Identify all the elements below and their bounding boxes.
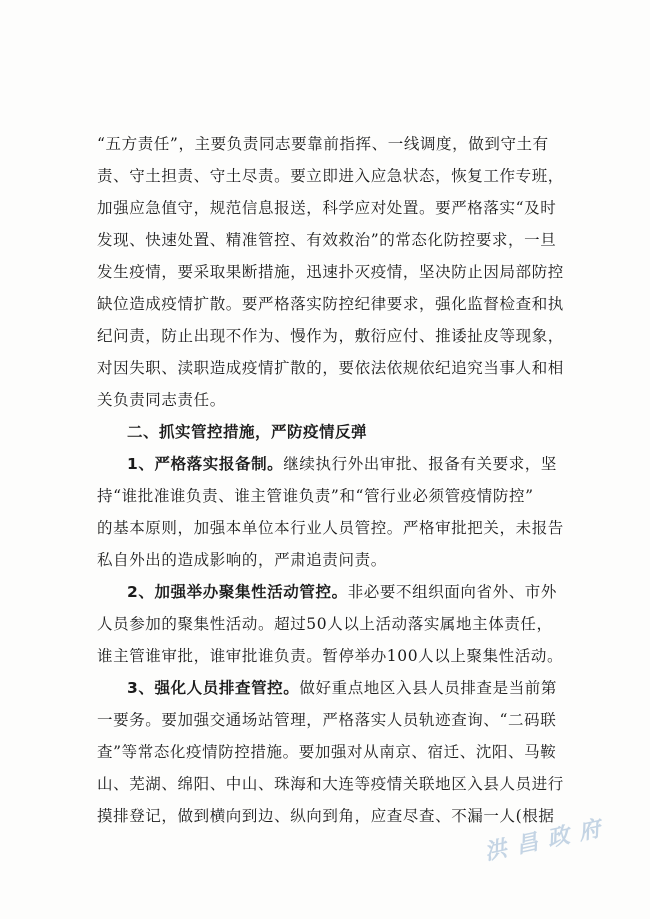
item-1-text: 继续执行外出审批、报备有关要求，坚 <box>283 455 557 473</box>
body-line: 私自外出的造成影响的，严肃追责问责。 <box>97 551 387 569</box>
body-line: 纪问责，防止出现不作为、慢作为，敷衍应付、推诿扯皮等现象， <box>97 327 564 345</box>
item-1-lead: 1、严格落实报备制。 <box>127 455 284 473</box>
body-line: 的基本原则，加强本单位本行业人员管控。严格审批把关，未报告 <box>97 519 564 537</box>
body-line: 发现、快速处置、精准管控、有效救治”的常态化防控要求，一旦 <box>97 231 557 249</box>
item-3-first-line <box>97 672 565 704</box>
item-2-first-line <box>97 576 565 608</box>
body-line: 一要务。要加强交通场站管理，严格落实人员轨迹查询、“二码联 <box>97 711 557 729</box>
body-line: 对因失职、渎职造成疫情扩散的，要依法依规依纪追究当事人和相 <box>97 359 564 377</box>
body-line: 关负责同志责任。 <box>97 391 226 409</box>
item-3-text: 做好重点地区入县人员排查是当前第 <box>299 679 557 697</box>
body-line: 责、守土担责、守土尽责。要立即进入应急状态，恢复工作专班， <box>97 167 564 185</box>
item-2-lead: 2、加强举办聚集性活动管控。 <box>127 583 348 601</box>
item-1-first-line <box>97 448 565 480</box>
body-line: 加强应急值守，规范信息报送，科学应对处置。要严格落实“及时 <box>97 199 557 217</box>
item-3-lead: 3、强化人员排查管控。 <box>127 679 300 697</box>
section-heading: 二、抓实管控措施，严防疫情反弹 <box>127 423 368 441</box>
body-line: “五方责任”，主要负责同志要靠前指挥、一线调度，做到守土有 <box>97 135 549 153</box>
body-line: 查”等常态化疫情防控措施。要加强对从南京、宿迁、沈阳、马鞍 <box>97 743 557 761</box>
body-line: 发生疫情，要采取果断措施，迅速扑灭疫情，坚决防止因局部防控 <box>97 263 564 281</box>
seal-text: 洪昌政府 <box>482 814 613 866</box>
body-line: 摸排登记，做到横向到边、纵向到角，应查尽查、不漏一人(根据 <box>97 807 555 825</box>
body-line: 缺位造成疫情扩散。要严格落实防控纪律要求，强化监督检查和执 <box>97 295 564 313</box>
body-line: 人员参加的聚集性活动。超过50人以上活动落实属地主体责任， <box>97 615 553 633</box>
document-body <box>97 128 565 832</box>
item-2-text: 非必要不组织面向省外、市外 <box>347 583 557 601</box>
body-line: 持“谁批准谁负责、谁主管谁负责”和“管行业必须管疫情防控” <box>97 487 534 505</box>
body-line: 山、芜湖、绵阳、中山、珠海和大连等疫情关联地区入县人员进行 <box>97 775 564 793</box>
body-line: 谁主管谁审批，谁审批谁负责。暂停举办100人以上聚集性活动。 <box>97 647 564 665</box>
